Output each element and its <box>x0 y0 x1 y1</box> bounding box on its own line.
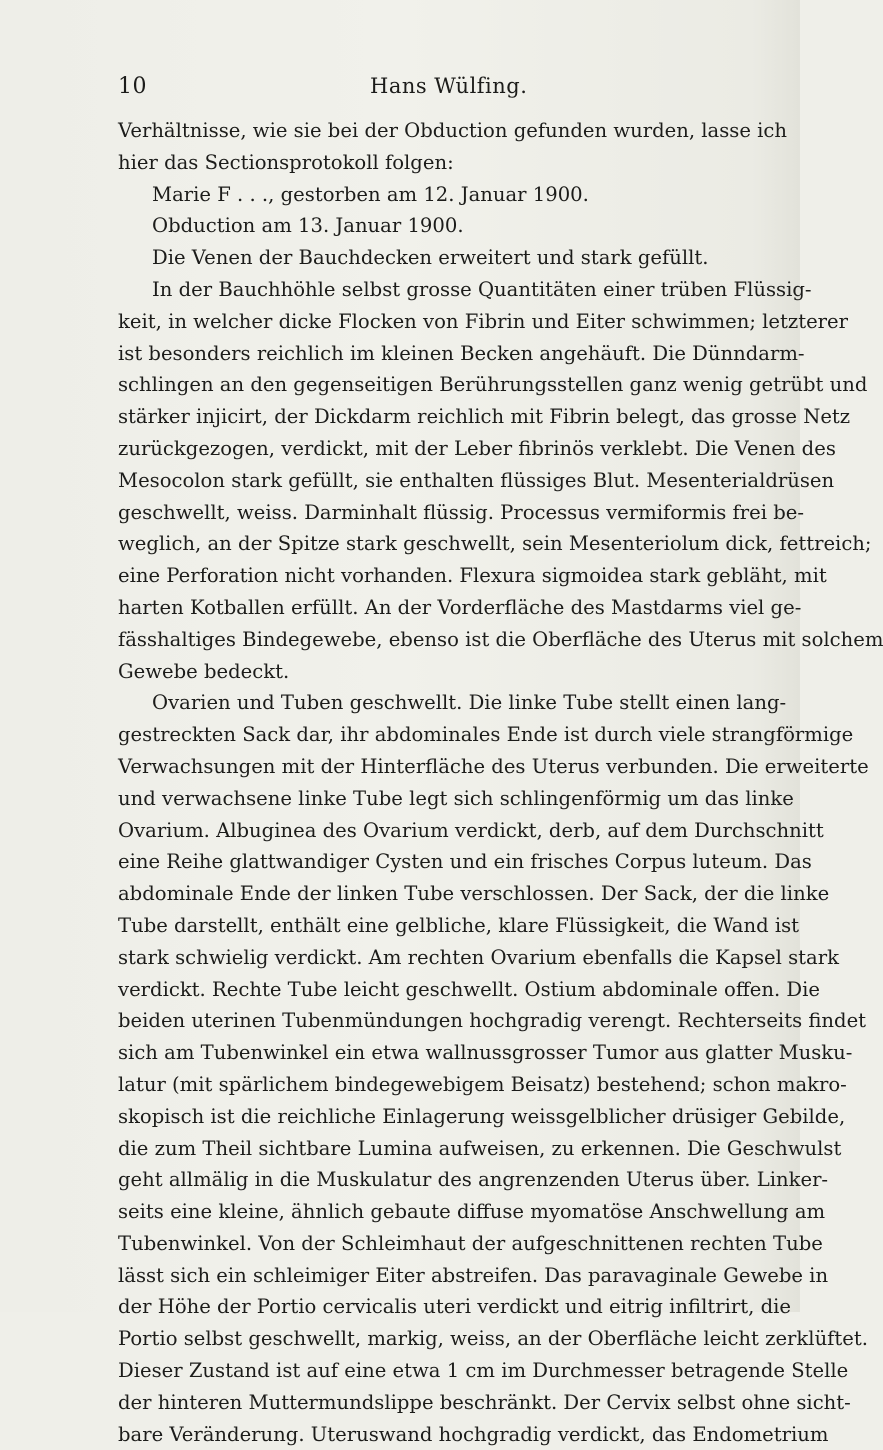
text-line: verdickt. Rechte Tube leicht geschwellt. Ostium abdominale offen. Die <box>118 977 820 1001</box>
text-line: Tube darstellt, enthält eine gelbliche, klare Flüssigkeit, die Wand ist <box>118 913 800 937</box>
text-line: Ovarium. Albuginea des Ovarium verdickt, derb, auf dem Durchschnitt <box>118 818 824 842</box>
text-line: Marie F . . ., gestorben am 12. Januar 1900. <box>152 182 589 206</box>
text-line: Dieser Zustand ist auf eine etwa 1 cm im Durchmesser betragende Stelle <box>118 1359 849 1383</box>
text-line: Gewebe bedeckt. <box>118 659 290 683</box>
text-line: Obduction am 13. Januar 1900. <box>152 214 464 238</box>
text-line: stark schwielig verdickt. Am rechten Ovarium ebenfalls die Kapsel stark <box>118 945 839 969</box>
page-number: 10 <box>118 74 147 99</box>
text-line: ist besonders reichlich im kleinen Becken angehäuft. Die Dünndarm- <box>118 341 805 365</box>
text-line: und verwachsene linke Tube legt sich schlingenförmig um das linke <box>118 786 794 810</box>
text-line: latur (mit spärlichem bindegewebigem Beisatz) bestehend; schon makro- <box>118 1072 847 1096</box>
text-line: stärker injicirt, der Dickdarm reichlich mit Fibrin belegt, das grosse Netz <box>118 405 851 429</box>
text-line: abdominale Ende der linken Tube verschlossen. Der Sack, der die linke <box>118 882 830 906</box>
running-head: Hans Wülfing. <box>370 74 528 98</box>
text-line: eine Perforation nicht vorhanden. Flexura sigmoidea stark gebläht, mit <box>118 564 827 588</box>
text-line: gestreckten Sack dar, ihr abdominales Ende ist durch viele strangförmige <box>118 723 854 747</box>
text-line: Mesocolon stark gefüllt, sie enthalten flüssiges Blut. Mesenterialdrüsen <box>118 468 835 492</box>
text-line: schlingen an den gegenseitigen Berührungsstellen ganz wenig getrübt und <box>118 373 868 397</box>
text-line: skopisch ist die reichliche Einlagerung weissgelblicher drüsiger Gebilde, <box>118 1104 846 1128</box>
text-line: In der Bauchhöhle selbst grosse Quantitäten einer trüben Flüssig- <box>152 277 812 301</box>
text-line: keit, in welcher dicke Flocken von Fibrin und Eiter schwimmen; letzterer <box>118 309 849 333</box>
text-line: Portio selbst geschwellt, markig, weiss, an der Oberfläche leicht zerklüftet. <box>118 1327 869 1351</box>
text-line: eine Reihe glattwandiger Cysten und ein frisches Corpus luteum. Das <box>118 850 812 874</box>
text-line: beiden uterinen Tubenmündungen hochgradig verengt. Rechterseits findet <box>118 1009 867 1033</box>
text-line: seits eine kleine, ähnlich gebaute diffuse myomatöse Anschwellung am <box>118 1200 826 1224</box>
text-line: der hinteren Muttermundslippe beschränkt. Der Cervix selbst ohne sicht- <box>118 1390 851 1414</box>
text-line: geht allmälig in die Muskulatur des angrenzenden Uterus über. Linker- <box>118 1168 829 1192</box>
text-line: Verwachsungen mit der Hinterfläche des Uterus verbunden. Die erweiterte <box>118 754 869 778</box>
text-line: fässhaltiges Bindegewebe, ebenso ist die Oberfläche des Uterus mit solchem <box>118 627 883 651</box>
text-line: bare Veränderung. Uteruswand hochgradig verdickt, das Endometrium <box>118 1422 829 1446</box>
text-line: geschwellt, weiss. Darminhalt flüssig. Processus vermiformis frei be- <box>118 500 804 524</box>
text-line: weglich, an der Spitze stark geschwellt, sein Mesenteriolum dick, fettreich; <box>118 532 872 556</box>
text-line: hier das Sectionsprotokoll folgen: <box>118 150 454 174</box>
text-line: Ovarien und Tuben geschwellt. Die linke Tube stellt einen lang- <box>152 691 787 715</box>
text-line: lässt sich ein schleimiger Eiter abstreifen. Das paravaginale Gewebe in <box>118 1263 829 1287</box>
text-line: Tubenwinkel. Von der Schleimhaut der aufgeschnittenen rechten Tube <box>118 1231 823 1255</box>
page-header <box>118 74 718 104</box>
text-line: die zum Theil sichtbare Lumina aufweisen, zu erkennen. Die Geschwulst <box>118 1136 842 1160</box>
text-line: Verhältnisse, wie sie bei der Obduction gefunden wurden, lasse ich <box>118 119 788 142</box>
text-line: zurückgezogen, verdickt, mit der Leber fibrinös verklebt. Die Venen des <box>118 436 836 460</box>
text-line: sich am Tubenwinkel ein etwa wallnussgrosser Tumor aus glatter Musku- <box>118 1041 853 1065</box>
text-line: Die Venen der Bauchdecken erweitert und stark gefüllt. <box>152 246 709 270</box>
body-text <box>118 115 883 1450</box>
text-line: harten Kotballen erfüllt. An der Vorderfläche des Mastdarms viel ge- <box>118 595 802 619</box>
text-line: der Höhe der Portio cervicalis uteri verdickt und eitrig infiltrirt, die <box>118 1295 791 1319</box>
